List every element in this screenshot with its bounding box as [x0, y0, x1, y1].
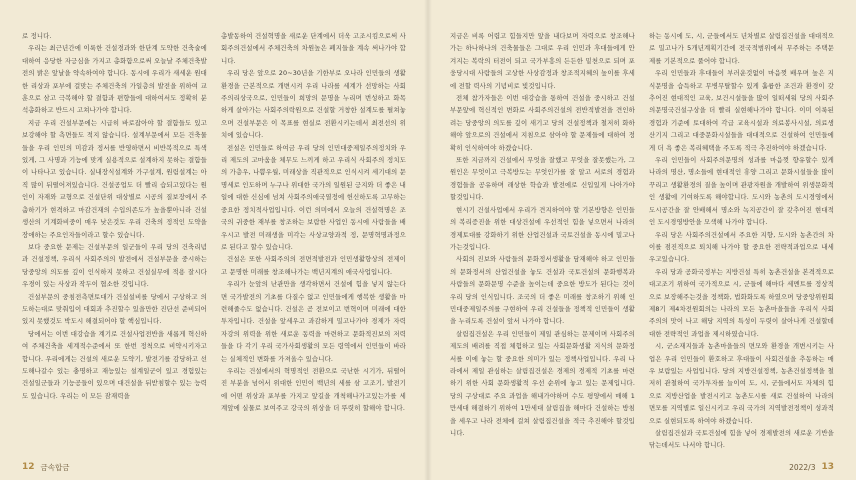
right-page-footer — [450, 460, 834, 474]
paragraph: 우리 당은 앞으로 20~30년을 기한부로 오나라 인민들의 생활환경을 근본적으로 개변시켜 우리 나라를 세계가 선망하는 사회주의리상국으로, 인민들이 희망의 문명을 누리며 번성하고 화목하게 살아가는 사회주의락원으로 건설할 거창한 설계도를 펼쳐놓으며 건설부문은 이 목표를 현실로 전환시키는데서 최전선의 위치에 있습니다. — [221, 69, 406, 140]
page-number: 12 — [22, 462, 35, 472]
right-page-column-1 — [450, 30, 635, 458]
paragraph: 우리 당과 공화국정부는 지방건설 특히 농촌건설을 본격적으로 대고조기 위하여 국가적으로 시, 군들에 해마다 세멘트를 정상적으로 보장해주는것을 정책화, 법화화도록 하였으며 당중앙위원회 제8기 제4차전원회의는 나라의 모든 농촌마을들을 우리식 사회주의의 맛이 나고 해당 지역의 특성이 두렷이 살아나게 건설할데 대한 전략적인 과업을 제시하였습니다. — [649, 267, 834, 338]
paragraph: 지금은 비록 어렵고 힘들지만 앞을 내다보며 자력으로 창조해나가는 하나하나의 건축물들은 그대로 우리 인민과 후대들에게 안겨지는 복락의 터전이 되고 국가부흥의 든든한 밑천으로 되며 포웅당시대 사람들의 고상한 사상감정과 창조적지혜의 높이를 후세에 전할 력사의 기념비로 빛것입니다. — [450, 32, 635, 90]
paragraph: 전설은 인민들로 하여금 우리 당의 인민대중제일주의정치와 우리 제도의 고마움을 체무도 느끼게 하고 우리식 사회주의 정치도의 가층우, 나쁨우월, 미래상을 직관적으로 인식시켜 세기대의 문명세로 인도하며 누구나 위대한 국가의 일원된 긍지와 더 좋은 내일에 대한 신심에 넘쳐 사회주의애국열정에 헌신하도록 고무하는 중요한 정치적사업입니다. 이런 의미에서 오늘의 건설혁명은 조국의 귀중한 재부를 창조하는 보람한 사업인 동시에 사람들을 배우시고 발전 미래생을 미각는 사상교양과적 정, 문명혁명과정으로 된다고 할수 있습니다. — [221, 143, 406, 251]
paragraph: 살림집건설은 우리 인민들이 제일 관심하는 문제이며 사회주의제도의 배려를 직접 체험하고 있는 사회문화생활 지식의 문화정서를 이에 놓는 할 중요한 의미가 있는 정책사업입니다. 우리 나라에서 제일 관심하는 살림집건설은 경제의 경제적 기초를 마련하기 위한 사회 문화생활적 우선 순위에 놓고 있는 문제입니다. 당의 구상대로 주요 과업을 해내가야하며 수도 평양에서 매해 1만세대 해결하기 위하여 1만세대 살림집을 해마다 건설하는 방침을 세우고 나라 전체에 걸쳐 살림집건설을 적극 추진해야 할것입니다. — [450, 329, 635, 437]
page-number: 13 — [821, 462, 834, 472]
paragraph: 시, 군소재지들과 농촌마을들의 면모와 환경을 개변시키는 사업은 우리 인민들이 환호하고 후대들이 사회건설을 추동하는 매우 보람있는 사업입니다. 당의 지방건설정책, 농촌건설정책을 철저히 관철하여 국가투자를 늘이여 도, 시, 군들에서도 자체의 힘으로 지방산업을 발전시키고 농촌도시를 새로 건설하여 나라의 면모를 지역별로 일신시키고 우리 국가의 지역발전정책이 성과적으로 실현되도록 하여야 하겠습니다. — [649, 342, 834, 425]
right-page-columns — [450, 30, 834, 458]
paragraph: 우리는 건설에서의 혁명적인 전환으로 국난한 시기가, 뒤떨어진 부분을 넘어서 위대한 인민이 백년의 세를 삼 고조기, 발전기에 어떤 위상과 포부를 가지고 앞길을 개척해나가고있는가를 세계앞에 실물로 보여주고 강국의 위상을 더 뚜렷히 할해야 합니다. — [221, 366, 406, 413]
paragraph: 우리가 눈앞의 난관만을 생각하면서 건설에 힘을 넣지 않는다면 국가발전의 기초를 다질수 없고 인민들에게 행복한 생활을 마련해줄수도 없습니다. 건설은 곧 전보이고 번혁이며 미래에 대한 투자입니다. 건설을 앞세우고 과감하게 밀고나가야 경제가 자력자강의 위력을 위한 새로운 동력을 마련하고 문화적진보의 저력들을 다 각기 우리 국가사회생활의 모든 령역에서 인민들이 바라는 실체적인 변화를 가져올수 있습니다. — [221, 280, 406, 363]
left-page-footer — [22, 460, 406, 474]
paragraph: 건설은 또한 사회주의의 전면적발전과 인민생활향상의 전제이고 문명한 미래를 창조해나가는 백년지계의 애국사업입니다. — [221, 255, 406, 276]
paragraph: 지금 우리 건설부문에는 시급히 바로잡아야 할 결함들도 있고 보강해야 할 측면들도 적지 않습니다. 설계부문에서 모든 건축물들을 우리 인민의 미감과 정서를 반영하면서 비반복적으로 특색있게, 그 사명과 기능에 맞게 실용적으로 설계하지 못하는 결함들이 나타나고 있습니다. 실내장식설계와 가구설계, 원림설계는 아직 많이 뒤떨어져있습니다. 건설공업도 더 빨리 습되고있다는 원인이 자재와 교형으로 건설단위 대상별로 시공의 질보장에서 주춤하기가 현격하고 마감건재의 수입의존도가 높을뿐아니라 건설생산의 기계화비중이 매우 낮은것도 우리 건축의 정적인 도약을 장애하는 주요인자들이라고 할수 있습니다. — [22, 118, 207, 239]
paragraph: 사회의 진보와 사람들의 문화정서생활을 담재해야 하고 인민들의 문화정서의 산업건설을 놓도 건설과 국토건설의 문화행복과 사람들의 문화문명 수준을 높이는데 중요한 방도가 된다는 것이 우리 당의 인식입니다. 조국의 더 좋은 미래를 창조하기 위해 인민대중제일주의를 구현하여 우리 건설들을 정책적 인민들이 생활을 누리도록 건설이 앞서 나가야 합니다. — [450, 255, 635, 326]
paragraph: 당에서는 이번 대강습을 계기로 건설사업전반을 새롭게 혁신하여 주체건축을 세계적수준에서 또 한번 정척으로 비약시키자고 합니다. 우리에게는 건설의 새로운 도약기, 발전기를 감당하고 선도해나갈수 있는 충명하고 재능있는 설계일군이 있고 경험있는 건설일군들과 기능공들이 있으며 대건설을 뒤받침할수 있는 능력도 있습니다. 우리는 이 모든 잠재력을 — [22, 329, 207, 400]
paragraph: 또한 지금까지 건설에서 무엇을 잘했고 무엇을 잘못했는가, 그 원인은 무엇이고 극복방도는 무엇인가를 잘 알고 서로의 경험과 경험들을 공유하며 래상한 학습과 발전에로 신입있게 나아가야 할것입니다. — [450, 156, 635, 202]
paragraph: 하는 동시에 도, 시, 군들에서도 년차별로 살림집건설을 대대적으로 밀고나가 5개년계획기간에 전국적범위에서 무주하는 주택문제를 기본적으로 풀어야 합니다. — [649, 32, 834, 65]
paragraph: 우리 당은 사회주의건설에서 주요한 지향, 도시와 농촌간의 차이를 점진적으로 퇴치해 나가야 할 중요한 전략적과업으로 내세우고있습니다. — [649, 230, 834, 264]
paragraph: 총발동하여 건설혁명을 새로운 단계에서 더욱 고조시킴으로써 사회주의건설에서 주체건축의 차원높은 폐지들을 계속 써나가야 합니다. — [221, 32, 406, 65]
paragraph: 살림집건설과 국토건설에 힘을 넣어 경제발전의 새로운 기반을 닦는데서도 나서야 합니다. — [649, 429, 834, 450]
left-page-column-2 — [221, 30, 406, 458]
paragraph: 건설부문의 중침전측면토대가 건설설비를 당에서 구상하고 의도하는대로 맞춰입이 대회과 추진할수 있을만한 진단선 준비되어있지 못했것도 박도시 해결되어야 할 핵심입니다. — [22, 292, 207, 326]
left-page-columns — [22, 30, 406, 458]
paragraph: 우리 인민들이 사회주의문명의 성과를 마음껏 향유할수 있게 나라의 명산, 명소들에 현대적인 휴양 그리고 문화시설들을 많이 꾸리고 생활환경의 질을 높이며 관광자원을 개발하여 위생문화적인 생활에 기여하도록 해야합니다. 도시와 농촌의 도시경영에서 도시공간을 잘 안배해서 명소와 녹지공간이 잘 갖추어진 현대적인 도시경영방안을 모색해 나가야 합니다. — [649, 156, 834, 227]
paragraph: 보다 중요한 문제는 건설부문의 일군들이 우리 당의 건축리념과 건설정책, 우리식 사회주의의 발전에서 건설부문을 중시하는 당중앙의 의도를 깊이 인식하지 못하고 건설실무에 적용 잘시다우경이 있는 사상과 작두이 협소한 것입니다. — [22, 242, 207, 289]
paragraph: 전체 참가자들은 이번 대강습을 통하여 건설을 중시하고 건설부문앞에 혁신적인 변화로 사회주의건설의 전반적발전을 견인하려는 당중앙의 의도를 깊이 새기고 당의 건설정책과 철저히 화하해야 앞으로의 건설에서 지침으로 삼아야 할 문제들에 대하여 정확히 인식하여야 하겠습니다. — [450, 94, 635, 152]
right-page-column-2 — [649, 30, 834, 458]
paragraph: 현시기 건설사업에서 우리가 견지하여야 할 기본방향은 인민들의 복리증진을 위한 대상건설에 우선적인 힘을 넣으면서 나라의 경제토대를 강화하기 위한 산업건설과 국토건설을 동시에 밀고나가는것입니다. — [450, 205, 635, 251]
right-page — [428, 0, 856, 480]
issue-date: 2022/3 — [789, 462, 816, 472]
magazine-name: 금속합금 — [40, 462, 70, 472]
left-page-column-1 — [22, 30, 207, 458]
paragraph: 로 정니다. — [22, 32, 52, 40]
paragraph: 우리 인민들과 후대들이 부러운것없이 마음껏 배우며 높은 지식문명을 습득하고 무병무탈할수 있게 훌륭한 조건과 환경이 갖추어진 현대적인 교육, 보건시설들을 많이 일떠세워 당의 사회주의문명국건설구상을 더 빨리 실현해나가야 합니다. 이미 이룩된 경험과 기준에 토대하여 각급 교육시설과 의료봉사시설, 의료생산기지 그리고 대중문화시설들을 대대적으로 건설하여 인민들에게 더 욕 좋은 복리혜택을 주도록 적극 추진하여야 하겠습니다. — [649, 69, 834, 152]
paragraph: 우리는 최근년간에 이룩한 건설경과와 한단계 도약한 건축술에 대하여 응당한 자긍심을 가지고 총화함으로써 오늘날 주체건축발전의 밝은 앞날을 약속하여야 합니다. 동시에 우리가 새세운 원대한 리상과 포부에 걸맞는 주체건축의 가일층의 발전을 위하여 교훈으로 삼고 극복해야 할 결함과 편향들에 대하여서도 정확히 분석총화하고 반드시 고쳐나가야 합니다. — [22, 44, 207, 115]
